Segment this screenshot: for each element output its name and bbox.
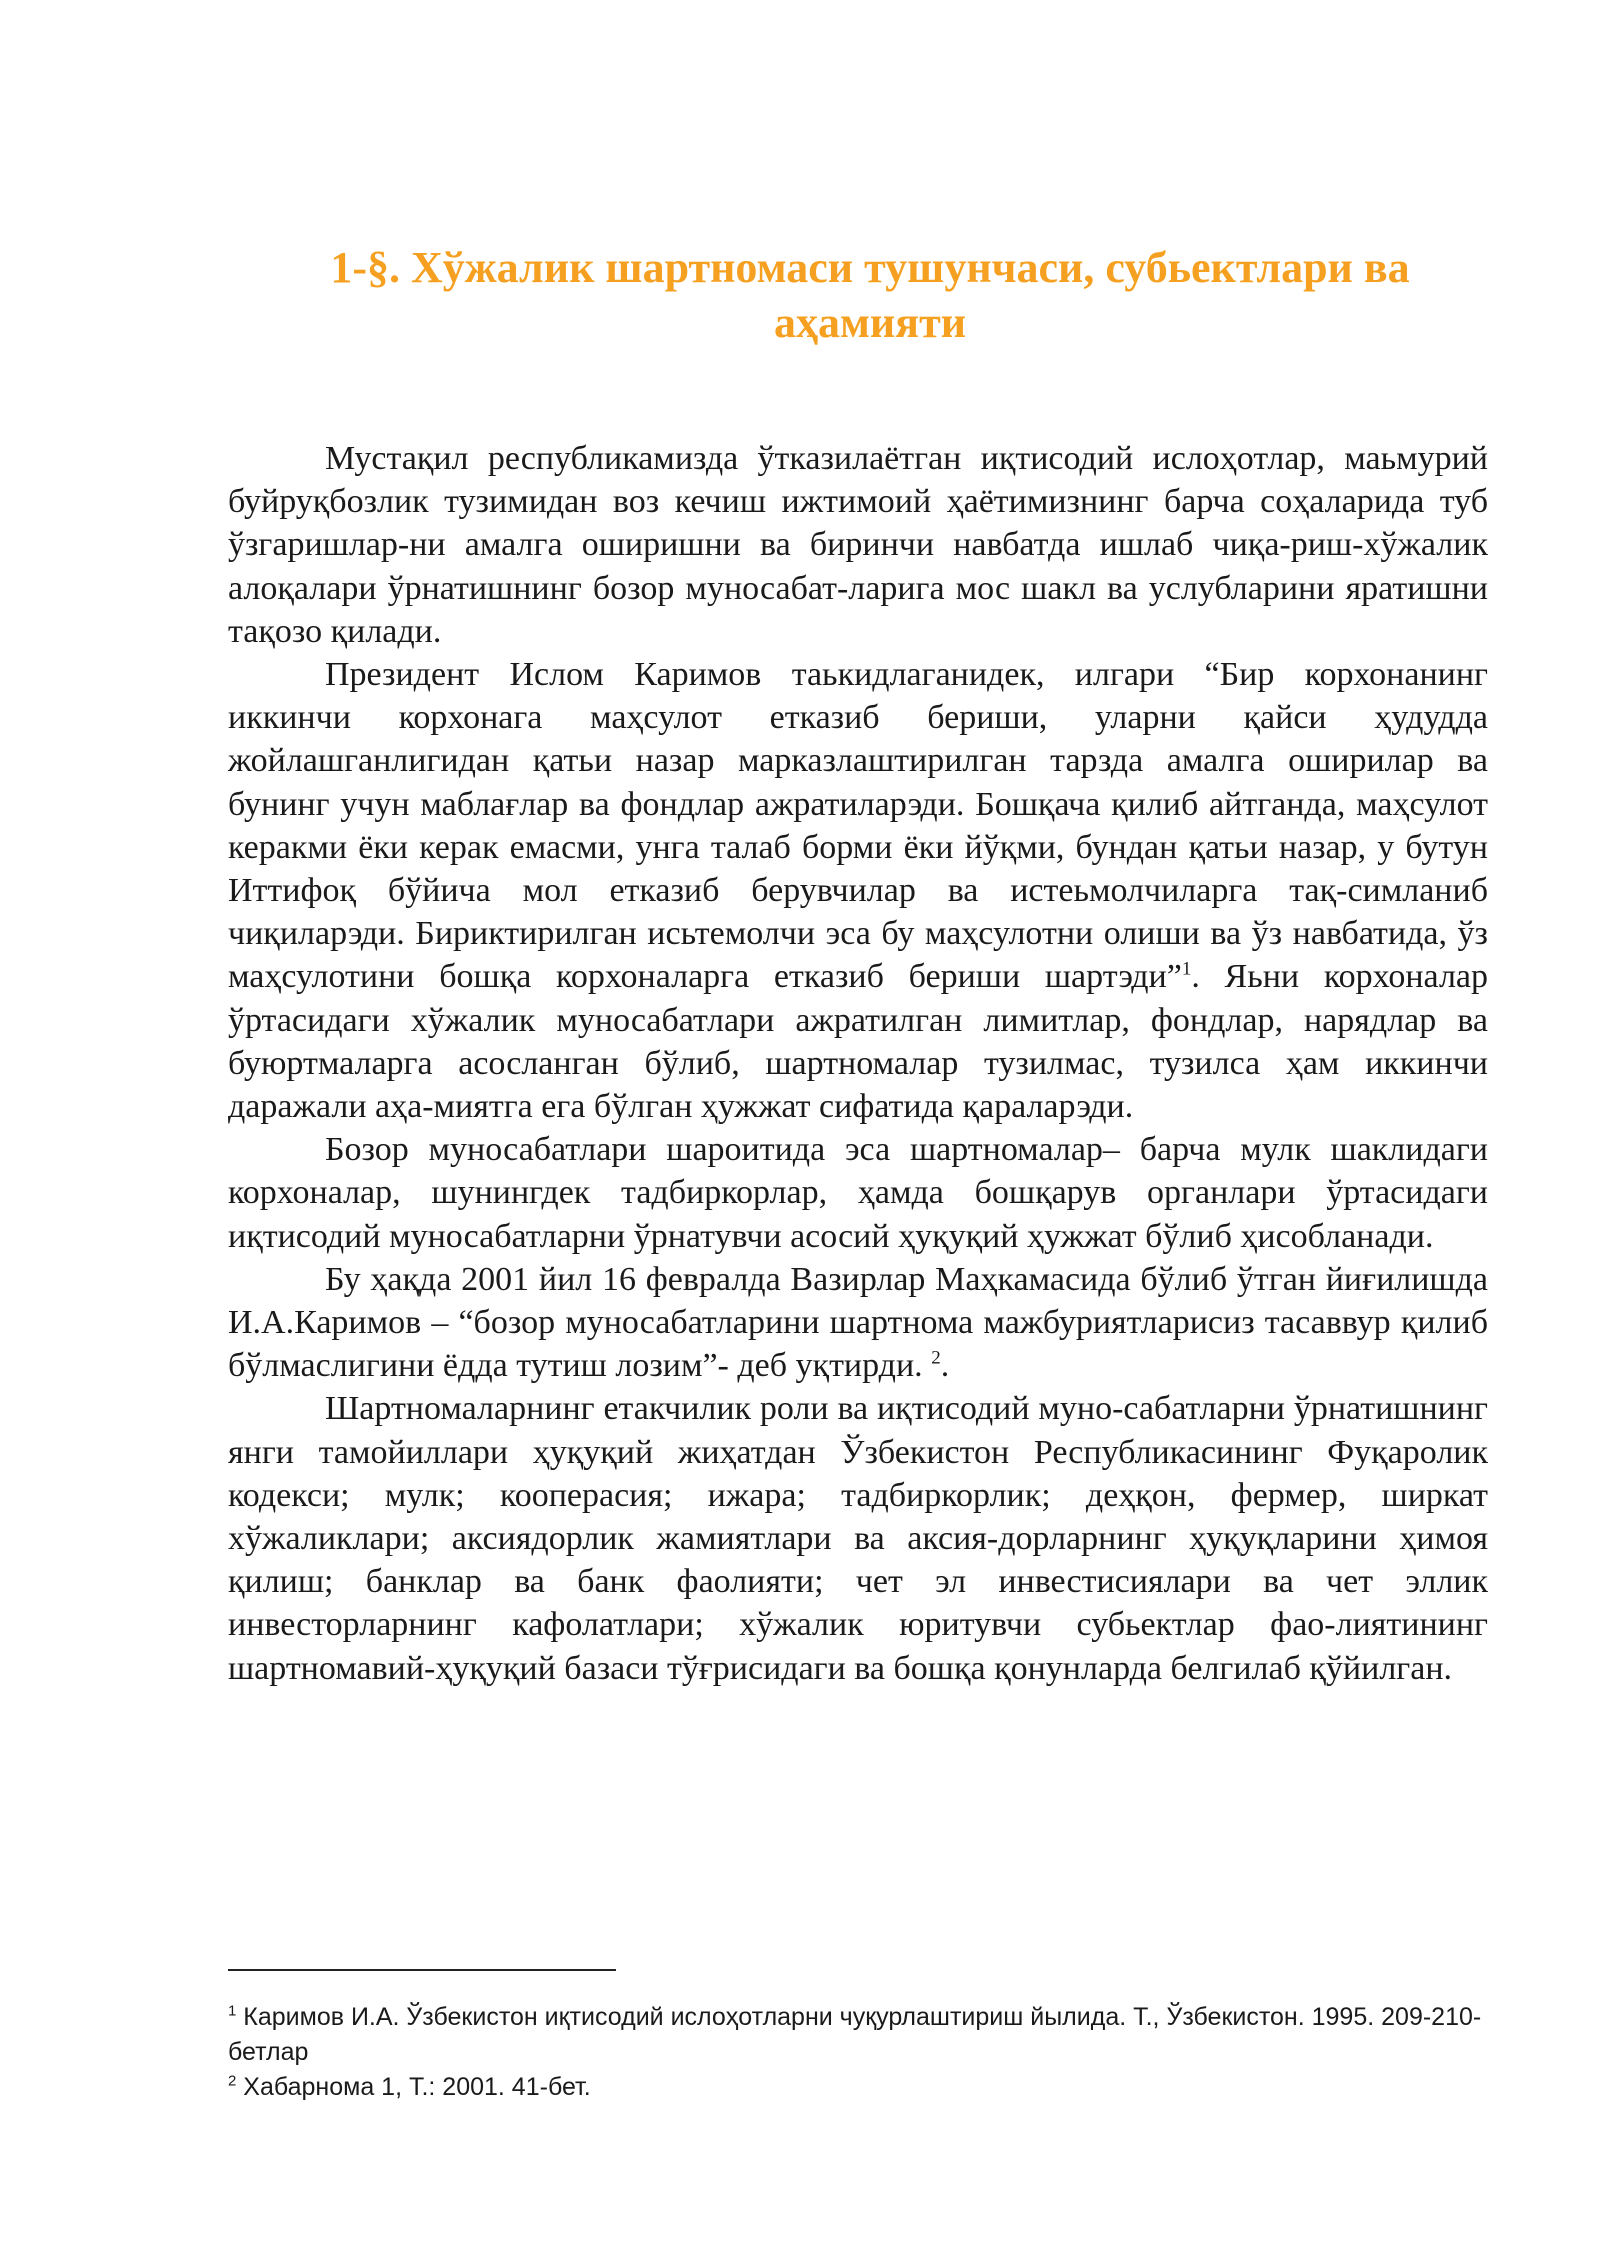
footnote-marker: 1 (228, 2002, 237, 2020)
footnote-2 (228, 2070, 1488, 2105)
footnote-1 (228, 2000, 1488, 2070)
paragraph-text: Президент Ислом Каримов таькидлаганидек, илгари “Бир корхонанинг иккинчи корхонага маҳсулот етказиб бериши, уларни қайси ҳудудда жойлашганлигидан қатьи назар марказлаштирилган тарзда амалга оширилар ва бунинг учун маблағлар ва фондлар ажратиларэди. Бошқача қилиб айтганда, маҳсулот керакми ёки керак емасми, унга талаб борми ёки йўқми, бундан қатьи назар, у бутун Иттифоқ бўйича мол етказиб берувчилар ва истеьмолчиларга тақ-симланиб чиқиларэди. Бириктирилган исьтемолчи эса бу маҳсулотни олиши ва ўз навбатида, ўз маҳсулотини бошқа корхоналарга етказиб бериши шартэди” (228, 656, 1488, 996)
footnote-marker: 2 (228, 2072, 237, 2090)
paragraph-5 (228, 1387, 1488, 1689)
paragraph-1 (228, 437, 1488, 653)
paragraph-3 (228, 1128, 1488, 1258)
paragraph-2 (228, 653, 1488, 1128)
footnote-reference-2[interactable]: 2 (931, 1347, 941, 1369)
section-heading-line-2: аҳамияти (773, 298, 967, 347)
footnotes (228, 2000, 1488, 2105)
paragraph-text: Бозор муносабатлари шароитида эса шартномалар– барча мулк шаклидаги корхоналар, шунингдек тадбиркорлар, ҳамда бошқарув органлари ўртасидаги иқтисодий муносабатларни ўрнатувчи асосий ҳуқуқий ҳужжат бўлиб ҳисобланади. (228, 1131, 1488, 1255)
body-text (228, 437, 1488, 1690)
footnote-reference-1[interactable]: 1 (1181, 959, 1192, 981)
section-heading-line-1: 1-§. Хўжалик шартномаси тушунчаси, субьектлари ва (330, 243, 1410, 292)
footnote-separator (228, 1969, 616, 1971)
footnote-text: Хабарнома 1, Т.: 2001. 41-бет. (236, 2073, 591, 2101)
paragraph-text: Мустақил республикамизда ўтказилаётган иқтисодий ислоҳотлар, маьмурий буйруқбозлик тузимидан воз кечиш ижтимоий ҳаётимизнинг барча соҳаларида туб ўзгаришлар-ни амалга оширишни ва биринчи навбатда ишлаб чиқа-риш-хўжалик алоқалари ўрнатишнинг бозор муносабат-ларига мос шакл ва услубларини яратишни тақозо қилади. (228, 440, 1488, 650)
section-heading (250, 240, 1490, 350)
paragraph-text: Бу ҳақда 2001 йил 16 февралда Вазирлар Маҳкамасида бўлиб ўтган йиғилишда И.А.Каримов – “бозор муносабатларини шартнома мажбуриятларисиз тасаввур қилиб бўлмаслигини ёдда тутиш лозим”- деб уқтирди. (228, 1260, 1488, 1385)
paragraph-text: . Яьни корхоналар ўртасидаги хўжалик муносабатлари ажратилган лимитлар, фондлар, нарядлар ва буюртмаларга асосланган бўлиб, шартномалар тузилмас, тузилса ҳам иккинчи даражали аҳа-миятга ега бўлган ҳужжат сифатида қараларэди. (228, 958, 1488, 1126)
footnote-text: Каримов И.А. Ўзбекистон иқтисодий ислоҳотларни чуқурлаштириш йылида. Т., Ўзбекистон. 1995. 209-210-бетлар (228, 2003, 1482, 2066)
paragraph-text: . (940, 1347, 950, 1385)
paragraph-text: Шартномаларнинг етакчилик роли ва иқтисодий муно-сабатларни ўрнатишнинг янги тамойиллари ҳуқуқий жиҳатдан Ўзбекистон Республикасининг Фуқаролик кодекси; мулк; кооперасия; ижара; тадбиркорлик; деҳқон, фермер, ширкат хўжаликлари; аксиядорлик жамиятлари ва аксия-дорларнинг ҳуқуқларини ҳимоя қилиш; банклар ва банк фаолияти; чет эл инвестисиялари ва чет эллик инвесторларнинг кафолатлари; хўжалик юритувчи субьектлар фао-лиятининг шартномавий-ҳуқуқий базаси тўғрисидаги ва бошқа қонунларда белгилаб қўйилган. (228, 1390, 1488, 1687)
paragraph-4 (228, 1258, 1488, 1388)
